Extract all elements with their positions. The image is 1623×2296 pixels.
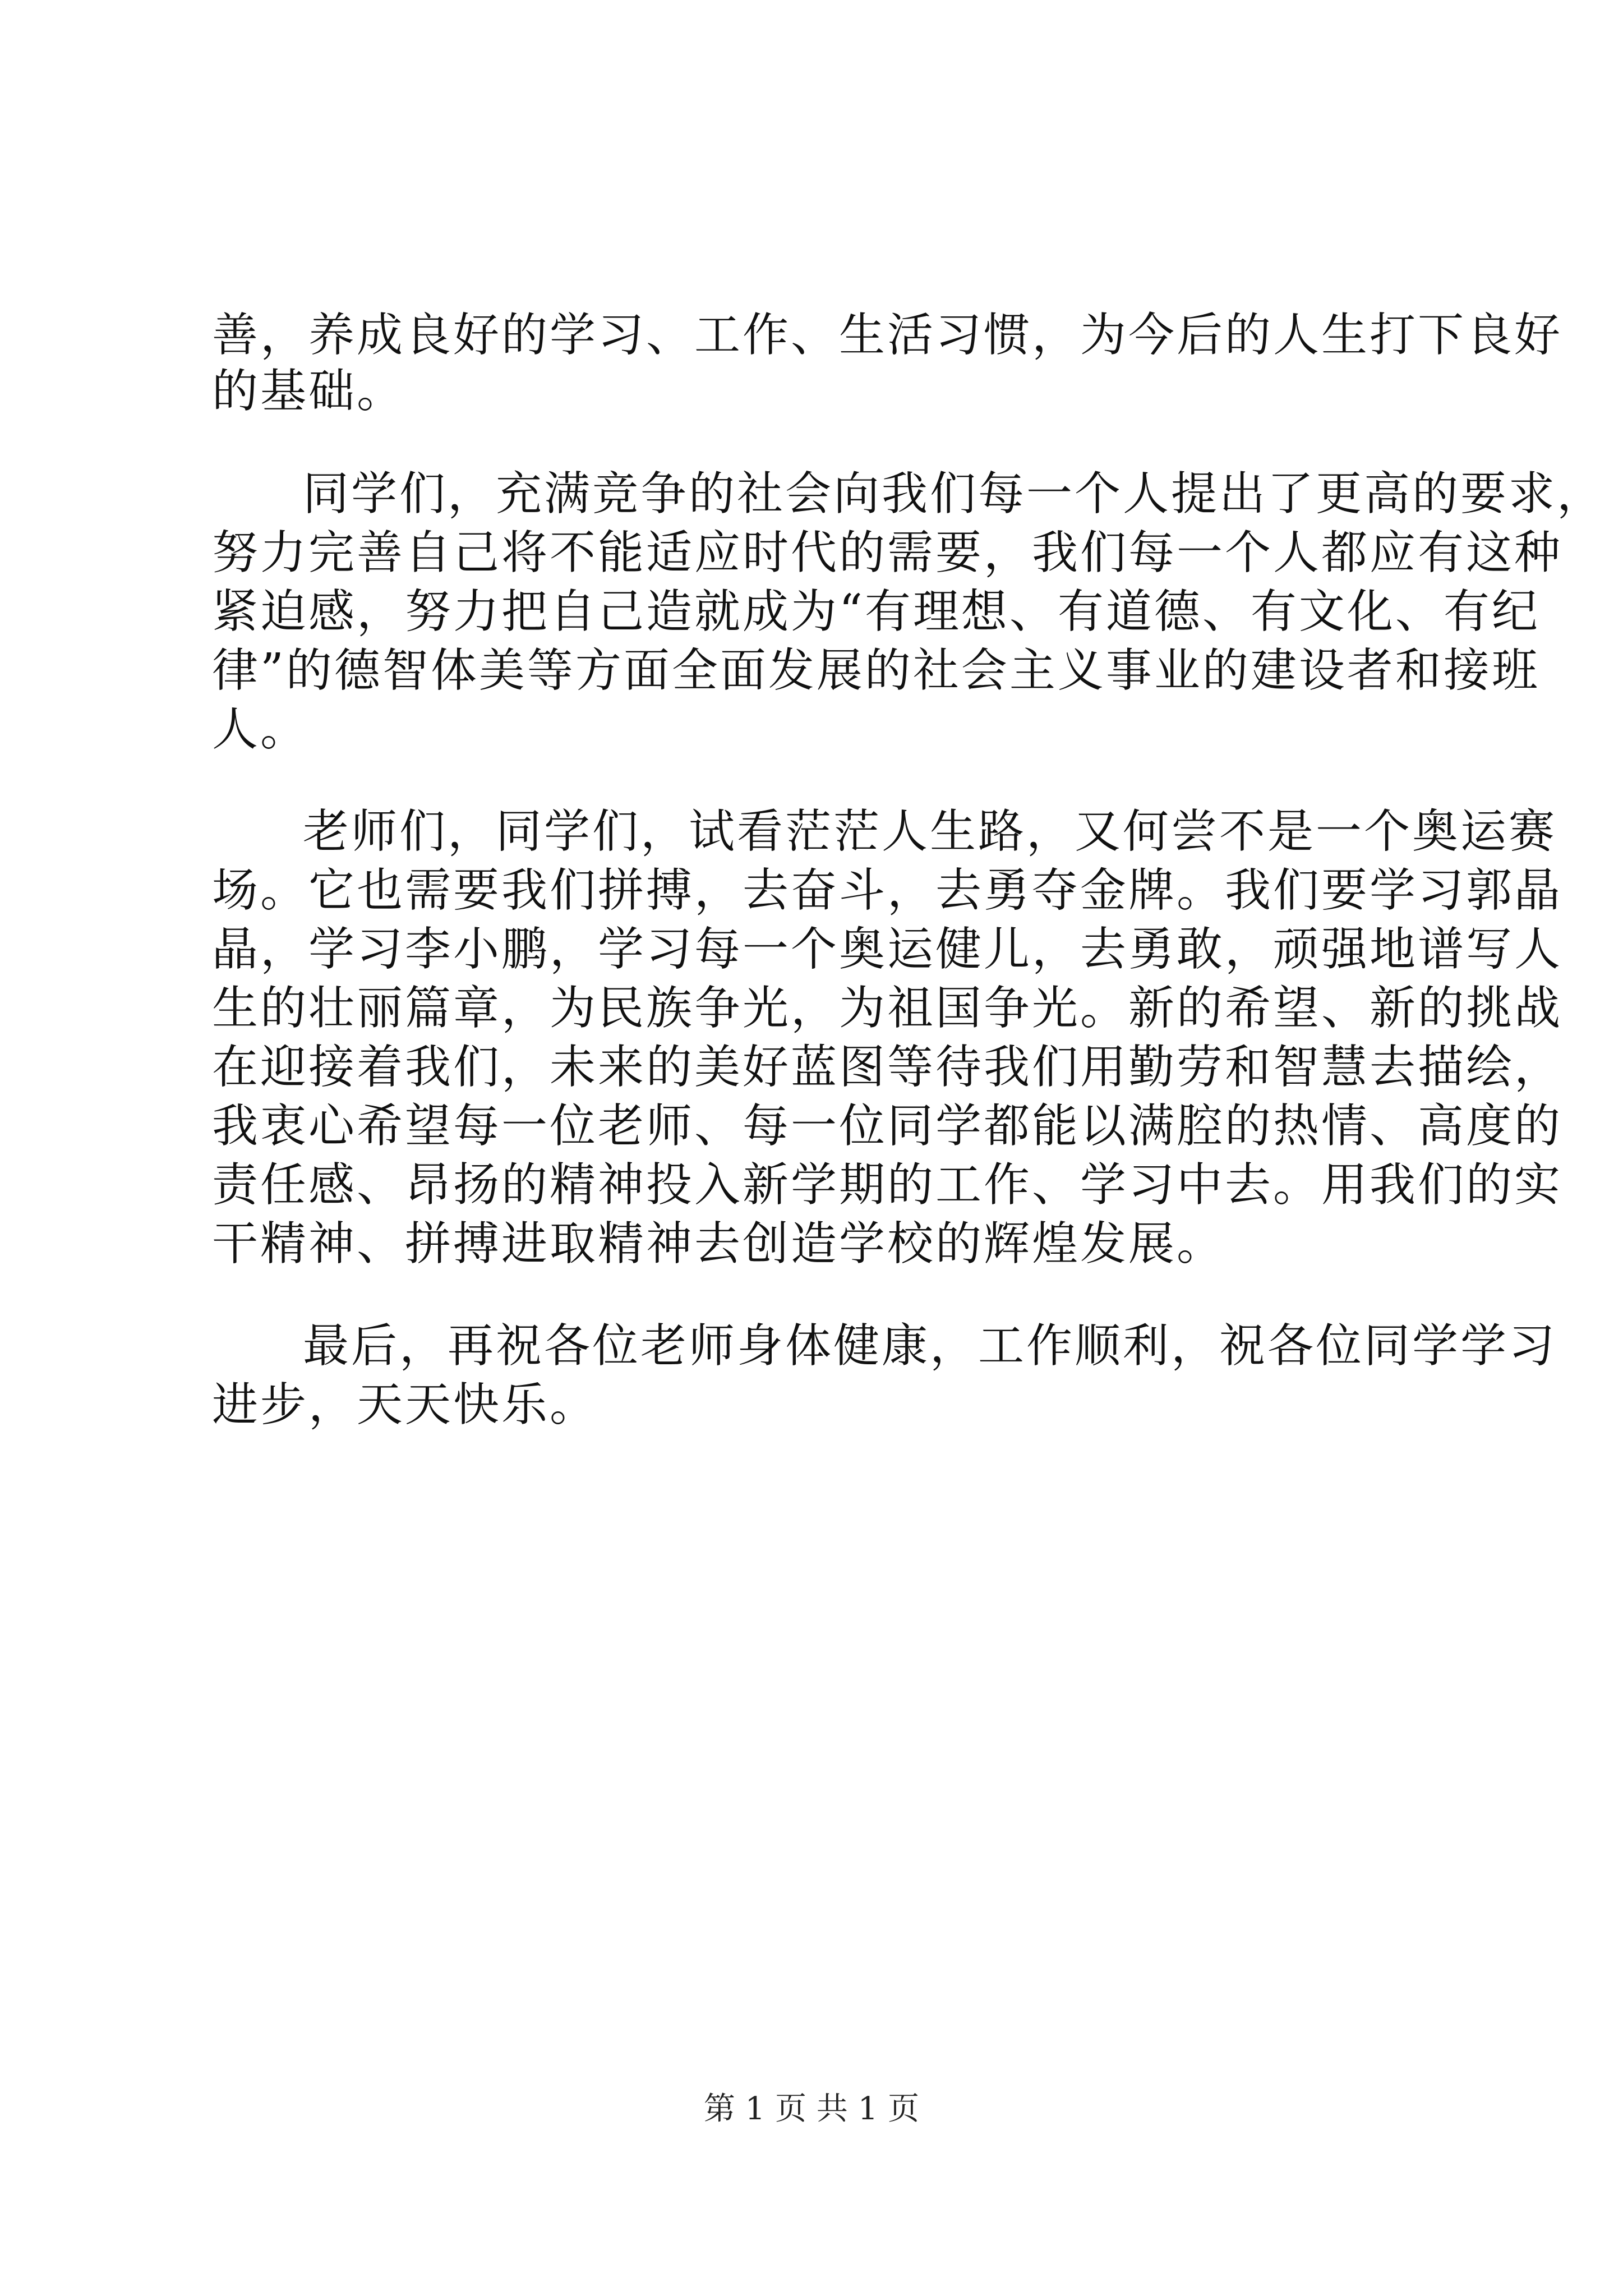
page-number-footer: 第 1 页 共 1 页 [703,2091,920,2127]
text-line: 晶，学习李小鹏，学习每一个奥运健儿，去勇敢，顽强地谱写人 [212,923,1563,976]
text-line: 我衷心希望每一位老师、每一位同学都能以满腔的热情、高度的 [212,1099,1563,1153]
text-line: 律”的德智体美等方面全面发展的社会主义事业的建设者和接班 [212,644,1540,697]
paragraph-first-line: 同学们，充满竞争的社会向我们每一个人提出了更高的要求， [303,467,1606,521]
text-line: 在迎接着我们，未来的美好蓝图等待我们用勤劳和智慧去描绘， [212,1041,1563,1094]
text-line: 努力完善自己将不能适应时代的需要，我们每一个人都应有这种 [212,526,1563,579]
text-line: 进步，天天快乐。 [212,1378,598,1432]
text-line: 干精神、拼搏进取精神去创造学校的辉煌发展。 [212,1217,1225,1271]
text-line: 善，养成良好的学习、工作、生活习惯，为今后的人生打下良好 [212,309,1563,362]
paragraph-first-line: 老师们，同学们，试看茫茫人生路，又何尝不是一个奥运赛 [303,805,1557,858]
text-line: 人。 [212,703,309,756]
text-line: 场。它也需要我们拼搏，去奋斗，去勇夺金牌。我们要学习郭晶 [212,864,1563,917]
text-line: 紧迫感，努力把自己造就成为“有理想、有道德、有文化、有纪 [212,585,1540,638]
paragraph-first-line: 最后，再祝各位老师身体健康，工作顺利，祝各位同学学习 [303,1319,1557,1373]
text-line: 责任感、昂扬的精神投入新学期的工作、学习中去。用我们的实 [212,1158,1563,1212]
text-line: 生的壮丽篇章，为民族争光，为祖国争光。新的希望、新的挑战 [212,982,1563,1035]
text-line: 的基础。 [212,365,405,418]
